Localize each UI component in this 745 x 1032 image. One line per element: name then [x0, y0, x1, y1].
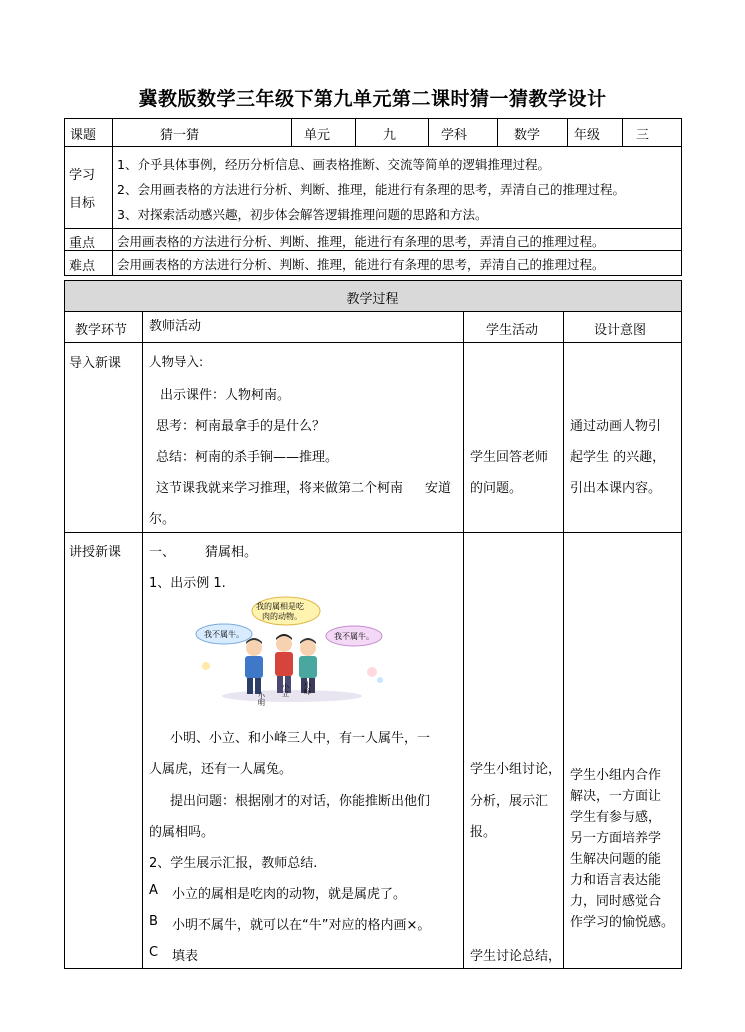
lecture-intent-line: 生解决问题的能	[570, 852, 662, 867]
bubble-right: 我不属牛。	[334, 632, 374, 641]
lecture-intent-line: 解决，一方面让	[570, 789, 662, 804]
difficulty-label: 难点	[69, 259, 96, 274]
intro-student-line: 学生回答老师	[470, 450, 549, 465]
name-label-xiaoming: 小明	[258, 692, 265, 707]
key-point-text: 会用画表格的方法进行分析、判断、推理，能进行有条理的思考，弄清自己的推理过程。	[117, 234, 605, 249]
col-teacher-header: 教师活动	[149, 319, 202, 334]
lecture-para-line: 小明、小立、和小峰三人中，有一人属牛，一	[170, 731, 431, 746]
intro-teacher-line: 这节课我就来学习推理，将来做第二个柯南	[156, 481, 404, 496]
name-label-xiaofeng: 小峰	[304, 681, 311, 696]
intro-stage: 导入新课	[69, 356, 122, 371]
lecture-intent-line: 另一方面培养学	[570, 831, 662, 846]
lecture-heading-num: 一、	[149, 545, 176, 560]
point-a-label: A	[149, 883, 158, 898]
subject-value: 数学	[514, 128, 541, 143]
lecture-heading: 猜属相。	[205, 545, 258, 560]
lecture-intent-line: 学生小组内合作	[570, 768, 662, 783]
col-student-header: 学生活动	[486, 323, 539, 338]
intro-teacher-line: 思考：柯南最拿手的是什么？	[156, 419, 326, 434]
col-intent-header: 设计意图	[594, 323, 647, 338]
intro-intent-line: 通过动画人物引	[570, 419, 662, 434]
lecture-intent-line: 力，同时感觉合	[570, 894, 662, 909]
lecture-intent-line: 学生有参与感，	[570, 810, 662, 825]
lecture-student-line-2: 学生讨论总结，	[470, 949, 562, 964]
three-boys-illustration	[192, 596, 392, 708]
point-c-text: 填表	[172, 949, 199, 964]
intro-teacher-line: 安道	[425, 481, 452, 496]
grade-value: 三	[636, 128, 650, 143]
goals-label-1: 学习	[69, 168, 96, 183]
difficulty-text: 会用画表格的方法进行分析、判断、推理，能进行有条理的思考，弄清自己的推理过程。	[117, 257, 605, 272]
intro-intent-line: 引出本课内容。	[570, 481, 662, 496]
goal-item: 3、对探索活动感兴趣，初步体会解答逻辑推理问题的思路和方法。	[117, 207, 488, 222]
bubble-center-line: 我的属相是吃	[256, 602, 304, 611]
grade-label: 年级	[574, 128, 601, 143]
lecture-para-line: 提出问题：根据刚才的对话，你能推断出他们	[170, 794, 431, 809]
lecture-para-line: 的属相吗。	[149, 825, 215, 840]
bubble-left: 我不属牛。	[204, 630, 244, 639]
subject-label: 学科	[441, 128, 468, 143]
point-c-label: C	[149, 945, 159, 960]
goal-item: 2、会用画表格的方法进行分析、判断、推理，能进行有条理的思考，弄清自己的推理过程。	[117, 182, 625, 197]
bubble-center-line: 肉的动物。	[262, 612, 302, 621]
intro-student-line: 的问题。	[470, 481, 523, 496]
goals-label-2: 目标	[69, 196, 96, 211]
topic-label: 课题	[70, 128, 97, 143]
topic-value: 猜一猜	[160, 128, 200, 143]
lecture-student-line: 报。	[470, 825, 497, 840]
page-title: 冀教版数学三年级下第九单元第二课时猜一猜教学设计	[138, 88, 607, 110]
intro-teacher-line: 人物导入:	[149, 354, 204, 369]
lecture-intent-line: 力和语言表达能	[570, 873, 662, 888]
lecture-stage: 讲授新课	[69, 545, 122, 560]
lecture-student-line: 学生小组讨论，	[470, 762, 562, 777]
point-a-text: 小立的属相是吃肉的动物，就是属虎了。	[172, 887, 407, 902]
lecture-student-line: 分析，展示汇	[470, 794, 549, 809]
col-stage-header: 教学环节	[75, 323, 128, 338]
intro-teacher-line: 尔。	[149, 512, 176, 527]
intro-teacher-line: 出示课件：人物柯南。	[160, 388, 291, 403]
name-label-xiaoli: 小立	[282, 683, 289, 698]
lecture-para-line: 人属虎，还有一人属兔。	[149, 762, 293, 777]
example-label: 1、出示例 1.	[149, 576, 226, 591]
intro-teacher-line: 总结：柯南的杀手锏——推理。	[156, 450, 339, 465]
unit-value: 九	[383, 128, 397, 143]
unit-label: 单元	[304, 128, 331, 143]
key-point-label: 重点	[69, 236, 96, 251]
intro-intent-line: 起学生 的兴趣，	[570, 450, 666, 465]
lecture-step-2: 2、学生展示汇报，教师总结.	[149, 856, 318, 871]
point-b-text: 小明不属牛，就可以在“牛”对应的格内画×。	[172, 918, 431, 933]
point-b-label: B	[149, 914, 158, 929]
lecture-intent-line: 作学习的愉悦感。	[570, 915, 675, 930]
goal-item: 1、介乎具体事例，经历分析信息、画表格推断、交流等简单的逻辑推理过程。	[117, 157, 550, 172]
process-section-title: 教学过程	[346, 292, 399, 307]
